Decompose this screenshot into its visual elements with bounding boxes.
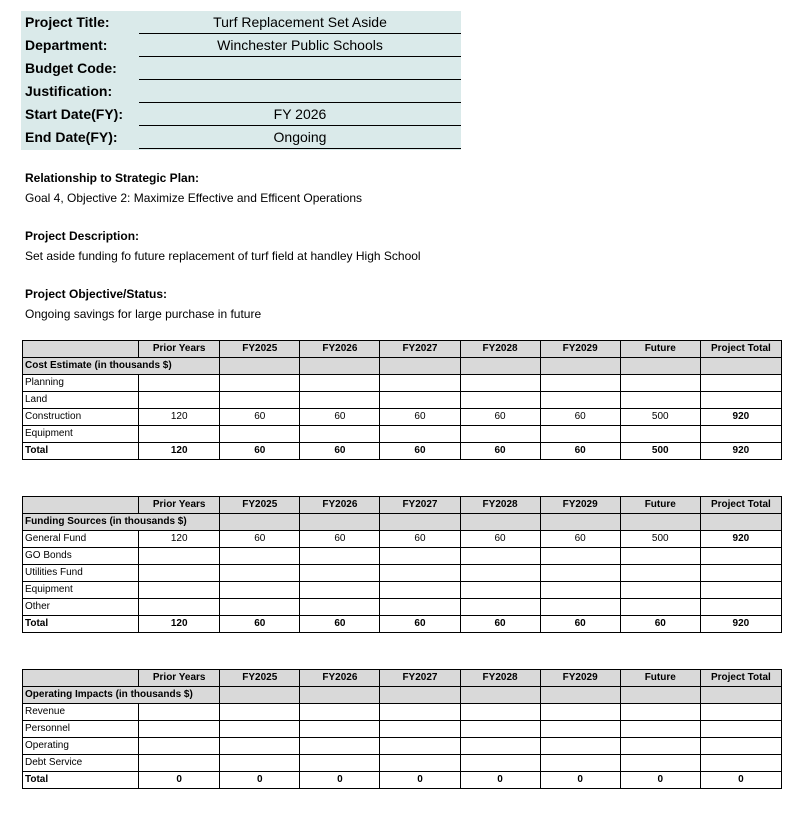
col-header-project-total: Project Total: [700, 341, 781, 358]
cell: [139, 375, 220, 392]
cell: [540, 426, 620, 443]
cell-total: [700, 565, 781, 582]
cell: 60: [380, 531, 460, 548]
cost-estimate-label: Cost Estimate (in thousands $): [23, 358, 220, 375]
cell: 60: [300, 409, 380, 426]
row-label: Other: [23, 599, 139, 616]
table-row: [23, 582, 782, 599]
cell: [380, 599, 460, 616]
cell: [300, 582, 380, 599]
col-header-fy2026: FY2026: [300, 341, 380, 358]
cell: 0: [139, 772, 220, 789]
cell-total: [700, 599, 781, 616]
total-row: [23, 772, 782, 789]
project-objective-title: Project Objective/Status:: [25, 287, 168, 301]
cell: 60: [460, 616, 540, 633]
cell-total: 920: [700, 409, 781, 426]
cell: [460, 548, 540, 565]
table-header-row: [23, 341, 782, 358]
cell: [220, 375, 300, 392]
cell: 0: [620, 772, 700, 789]
cell: [540, 565, 620, 582]
table-row: [23, 392, 782, 409]
budget-code-value: [139, 57, 461, 80]
cell-total: [700, 704, 781, 721]
col-header-fy2025: FY2025: [220, 497, 300, 514]
budget-code-label: Budget Code:: [25, 60, 117, 76]
cell: [460, 565, 540, 582]
cell: 60: [300, 616, 380, 633]
cell: [460, 392, 540, 409]
cell: [139, 599, 220, 616]
justification-label: Justification:: [25, 83, 113, 99]
row-label: General Fund: [23, 531, 139, 548]
justification-row: [21, 80, 461, 103]
cell: [300, 755, 380, 772]
cell-total: [700, 426, 781, 443]
cell: [540, 375, 620, 392]
cell: [139, 426, 220, 443]
cell: [220, 426, 300, 443]
cell: 0: [540, 772, 620, 789]
col-header-fy2026: FY2026: [300, 497, 380, 514]
cell: [460, 599, 540, 616]
cell: 500: [620, 409, 700, 426]
cell: [620, 426, 700, 443]
col-header-project-total: Project Total: [700, 670, 781, 687]
cell: [460, 704, 540, 721]
row-label: Construction: [23, 409, 139, 426]
cell: 60: [540, 616, 620, 633]
cell: [139, 738, 220, 755]
project-objective-text: Ongoing savings for large purchase in future: [25, 307, 262, 321]
col-header-future: Future: [620, 670, 700, 687]
col-header-fy2026: FY2026: [300, 670, 380, 687]
cell: [460, 721, 540, 738]
cell: [380, 704, 460, 721]
cell: [220, 721, 300, 738]
end-date-value: Ongoing: [139, 126, 461, 149]
cell-total: 920: [700, 531, 781, 548]
col-header-fy2028: FY2028: [460, 497, 540, 514]
cell: [139, 704, 220, 721]
col-header-fy2029: FY2029: [540, 670, 620, 687]
cell: [380, 738, 460, 755]
row-label: Revenue: [23, 704, 139, 721]
cell: [540, 721, 620, 738]
cell: [300, 375, 380, 392]
table-header-row: [23, 497, 782, 514]
cell: 0: [220, 772, 300, 789]
cell: 60: [220, 531, 300, 548]
cell: [139, 755, 220, 772]
row-label: Equipment: [23, 582, 139, 599]
cell-total: [700, 375, 781, 392]
row-label: GO Bonds: [23, 548, 139, 565]
cell: [620, 392, 700, 409]
col-header-fy2028: FY2028: [460, 341, 540, 358]
cell: 60: [380, 409, 460, 426]
cell: [460, 426, 540, 443]
cell: 60: [540, 409, 620, 426]
justification-value: [139, 80, 461, 103]
cell: 60: [460, 409, 540, 426]
operating-impacts-label: Operating Impacts (in thousands $): [23, 687, 220, 704]
strategic-plan-text: Goal 4, Objective 2: Maximize Effective and Efficent Operations: [25, 191, 363, 205]
cell: [540, 548, 620, 565]
cell: 120: [139, 443, 220, 460]
cell: [540, 392, 620, 409]
col-header-future: Future: [620, 341, 700, 358]
cell: [620, 548, 700, 565]
row-label: Debt Service: [23, 755, 139, 772]
cell: [540, 704, 620, 721]
cell: 60: [220, 616, 300, 633]
cell: [220, 392, 300, 409]
col-header-prior-years: Prior Years: [139, 341, 220, 358]
cell: [300, 704, 380, 721]
table-row: [23, 721, 782, 738]
col-header-fy2027: FY2027: [380, 497, 460, 514]
cell: [540, 599, 620, 616]
row-label: Operating: [23, 738, 139, 755]
table-header-row: [23, 670, 782, 687]
project-info-block: [21, 11, 461, 150]
cell: [220, 738, 300, 755]
cell: [220, 599, 300, 616]
cell: 0: [460, 772, 540, 789]
cell: 60: [460, 443, 540, 460]
cell: [300, 548, 380, 565]
project-description-text: Set aside funding fo future replacement of turf field at handley High School: [25, 249, 421, 263]
col-header-fy2028: FY2028: [460, 670, 540, 687]
department-label: Department:: [25, 37, 108, 53]
cell: [620, 582, 700, 599]
cell-total: [700, 738, 781, 755]
cell: [220, 704, 300, 721]
cell: [620, 565, 700, 582]
cell-total: [700, 548, 781, 565]
project-title-row: [21, 11, 461, 34]
cell-total: [700, 721, 781, 738]
funding-sources-label: Funding Sources (in thousands $): [23, 514, 220, 531]
cell: 120: [139, 616, 220, 633]
cell: 60: [300, 443, 380, 460]
cell: [139, 392, 220, 409]
project-title-value: Turf Replacement Set Aside: [139, 11, 461, 34]
table-row: [23, 531, 782, 548]
cell: [220, 582, 300, 599]
header-blank-cell: [23, 341, 139, 358]
budget-code-row: [21, 57, 461, 80]
table-row: [23, 755, 782, 772]
cell: [460, 375, 540, 392]
row-label-total: Total: [23, 443, 139, 460]
cell: [220, 548, 300, 565]
cell-total: [700, 582, 781, 599]
cost-estimate-table: [22, 340, 782, 460]
cell: [460, 755, 540, 772]
cell: 60: [220, 443, 300, 460]
cell: [620, 704, 700, 721]
row-label-total: Total: [23, 616, 139, 633]
table-row: [23, 704, 782, 721]
strategic-plan-title: Relationship to Strategic Plan:: [25, 171, 200, 185]
cell: 500: [620, 531, 700, 548]
cell: [139, 721, 220, 738]
cell-total: [700, 392, 781, 409]
row-label: Equipment: [23, 426, 139, 443]
cell: 120: [139, 409, 220, 426]
cell: 60: [220, 409, 300, 426]
cell-total: [700, 755, 781, 772]
cell: 0: [380, 772, 460, 789]
header-blank-cell: [23, 497, 139, 514]
cell: [540, 738, 620, 755]
cell: 60: [540, 531, 620, 548]
table-row: [23, 426, 782, 443]
section-label-row: [23, 358, 782, 375]
start-date-row: [21, 103, 461, 126]
cell: [380, 548, 460, 565]
col-header-fy2025: FY2025: [220, 341, 300, 358]
cell: 60: [460, 531, 540, 548]
row-label: Utilities Fund: [23, 565, 139, 582]
section-label-row: [23, 687, 782, 704]
end-date-label: End Date(FY):: [25, 129, 118, 145]
cell-total: 920: [700, 616, 781, 633]
cell: 120: [139, 531, 220, 548]
cell: [380, 392, 460, 409]
start-date-label: Start Date(FY):: [25, 106, 124, 122]
end-date-row: [21, 126, 461, 149]
table-row: [23, 565, 782, 582]
project-description-title: Project Description:: [25, 229, 140, 243]
cell: [139, 548, 220, 565]
cell: [300, 599, 380, 616]
table-row: [23, 599, 782, 616]
department-value: Winchester Public Schools: [139, 34, 461, 57]
table-row: [23, 738, 782, 755]
cell: [380, 426, 460, 443]
cell: [460, 582, 540, 599]
cell-total: 920: [700, 443, 781, 460]
cell: [300, 565, 380, 582]
cell: 60: [380, 616, 460, 633]
cell: 60: [380, 443, 460, 460]
col-header-prior-years: Prior Years: [139, 497, 220, 514]
col-header-future: Future: [620, 497, 700, 514]
department-row: [21, 34, 461, 57]
start-date-value: FY 2026: [139, 103, 461, 126]
cell: [220, 755, 300, 772]
cell: [300, 738, 380, 755]
cell: [300, 721, 380, 738]
cell: [620, 738, 700, 755]
cell: 60: [540, 443, 620, 460]
cell: [620, 599, 700, 616]
cell: [620, 375, 700, 392]
cell: [540, 755, 620, 772]
cell: [380, 755, 460, 772]
row-label: Land: [23, 392, 139, 409]
cell: [300, 392, 380, 409]
cell: [620, 721, 700, 738]
total-row: [23, 443, 782, 460]
row-label-total: Total: [23, 772, 139, 789]
row-label: Personnel: [23, 721, 139, 738]
cell: [380, 565, 460, 582]
cell: [460, 738, 540, 755]
cell: 60: [620, 616, 700, 633]
col-header-fy2027: FY2027: [380, 670, 460, 687]
funding-sources-table: [22, 496, 782, 633]
total-row: [23, 616, 782, 633]
cell: 60: [300, 531, 380, 548]
cell: 0: [300, 772, 380, 789]
table-row: [23, 548, 782, 565]
col-header-fy2025: FY2025: [220, 670, 300, 687]
col-header-fy2027: FY2027: [380, 341, 460, 358]
cell: [620, 755, 700, 772]
col-header-prior-years: Prior Years: [139, 670, 220, 687]
cell: [139, 565, 220, 582]
section-label-row: [23, 514, 782, 531]
col-header-project-total: Project Total: [700, 497, 781, 514]
table-row: [23, 375, 782, 392]
cell: [380, 582, 460, 599]
cell: [540, 582, 620, 599]
operating-impacts-table: [22, 669, 782, 789]
col-header-fy2029: FY2029: [540, 497, 620, 514]
cell-total: 0: [700, 772, 781, 789]
cell: [300, 426, 380, 443]
cell: [139, 582, 220, 599]
cell: [220, 565, 300, 582]
cell: 500: [620, 443, 700, 460]
cell: [380, 721, 460, 738]
project-title-label: Project Title:: [25, 14, 110, 30]
col-header-fy2029: FY2029: [540, 341, 620, 358]
row-label: Planning: [23, 375, 139, 392]
cell: [380, 375, 460, 392]
header-blank-cell: [23, 670, 139, 687]
table-row: [23, 409, 782, 426]
